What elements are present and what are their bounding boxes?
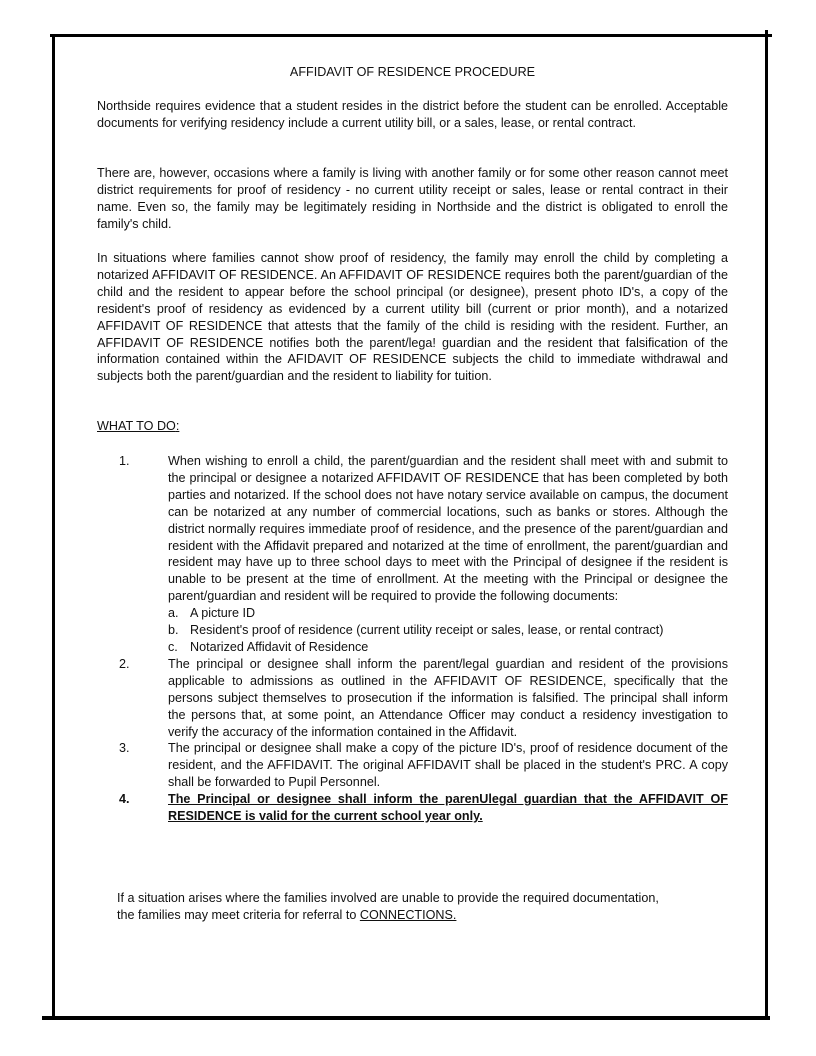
page-border-bottom [42, 1016, 770, 1020]
subitem-text: Notarized Affidavit of Residence [190, 639, 369, 654]
what-to-do-heading [97, 419, 179, 433]
document-subitem-b [168, 622, 728, 639]
closing-paragraph [117, 890, 677, 924]
what-to-do-colon: : [175, 419, 180, 433]
procedure-item-2 [97, 656, 728, 741]
item-text: When wishing to enroll a child, the parent/guardian and the resident shall meet with and submit to the principal or designee a notarized AFFIDAVIT OF RESIDENCE that has been completed by both parties and notarized. If the school does not have notary service available on campus, the document can be notarized at any number of commercial locations, such as banks or stores. Although the district normally requires immediate proof of residence, and the presence of the parent/guardian and resident with the Affidavit prepared and notarized at the time of enrollment, the parent/guardian and resident may have up to three school days to meet with the Principal of designee if the resident is unable to be present at the time of enrollment. At the meeting with the Principal or designee the parent/guardian and resident will be required to provide the following documents: [168, 454, 728, 604]
document-title: AFFIDAVIT OF RESIDENCE PROCEDURE [289, 65, 536, 79]
item-number: 2. [119, 656, 130, 671]
page-border-top [50, 34, 772, 37]
document-subitem-c [168, 639, 728, 656]
what-to-do-label: WHAT TO DO [97, 419, 176, 433]
subitem-text: A picture ID [190, 606, 256, 621]
item-text: The Principal or designee shall inform the parenUlegal guardian that the AFFIDAVIT OF RESIDENCE is valid for the current school year only. [168, 792, 728, 824]
page-border-left [52, 34, 55, 1020]
page-border-right [765, 30, 768, 1020]
item-number: 1. [119, 454, 130, 468]
subitem-text: Resident's proof of residence (current utility receipt or sales, lease, or rental contract) [190, 623, 664, 638]
item-number: 4. [119, 792, 130, 807]
procedure-item-1 [97, 453, 728, 605]
paragraph-residency-requirement: Northside requires evidence that a student resides in the district before the student can be enrolled. Acceptable documents for verifying residency include a current utility bill, or a sales, lease, or rental contract. [97, 99, 728, 130]
connections-link: CONNECTIONS. [359, 907, 457, 922]
subitem-letter: b. [168, 623, 179, 638]
subitem-letter: a. [168, 606, 179, 621]
item-number: 3. [119, 741, 130, 756]
paragraph-affidavit-requirements: In situations where families cannot show proof of residency, the family may enroll the child by completing a notarized AFFIDAVIT OF RESIDENCE. An AFFIDAVIT OF RESIDENCE requires both the parent/guardian of the child and the resident to appear before the school principal (or designee), present photo ID's, a copy of the resident's proof of residency as evidenced by a current utility bill (current or prior month), and a notarized AFFIDAVIT OF RESIDENCE that attests that the family of the child is residing with the resident. Further, an AFFIDAVIT OF RESIDENCE notifies both the parent/lega! guardian and the resident that falsification of the information contained within the AFIDAVIT OF RESIDENCE subjects the child to immediate withdrawal and subjects both the parent/guardian and the resident to liability for tuition. [97, 251, 728, 384]
item-text: The principal or designee shall inform the parent/legal guardian and resident of the provisions applicable to admissions as outlined in the AFFIDAVIT OF RESIDENCE, specifically that the persons subject themselves to prosecution if the information is falsified. The principal shall inform the persons that, at some point, an Attendance Officer may conduct a residency investigation to verify the accuracy of the information contained in the Affidavit. [168, 656, 728, 739]
subitem-letter: c. [168, 639, 178, 654]
item-text: The principal or designee shall make a copy of the picture ID's, proof of residence document of the resident, and the AFFIDAVIT. The original AFFIDAVIT shall be placed in the student's PRC. A copy shall be forwarded to Pupil Personnel. [168, 741, 728, 790]
procedure-list [97, 453, 728, 825]
document-subitem-a [168, 605, 728, 622]
closing-text: If a situation arises where the families involved are unable to provide the required documentation, the families may meet criteria for referral to [117, 891, 659, 922]
procedure-item-4 [97, 791, 728, 825]
procedure-item-3 [97, 740, 728, 791]
paragraph-exceptions: There are, however, occasions where a family is living with another family or for some other reason cannot meet district requirements for proof of residency - no current utility receipt or sales, lease or rental contract in their name. Even so, the family may be legitimately residing in Northside and the district is obligated to enroll the family's child. [97, 166, 728, 231]
